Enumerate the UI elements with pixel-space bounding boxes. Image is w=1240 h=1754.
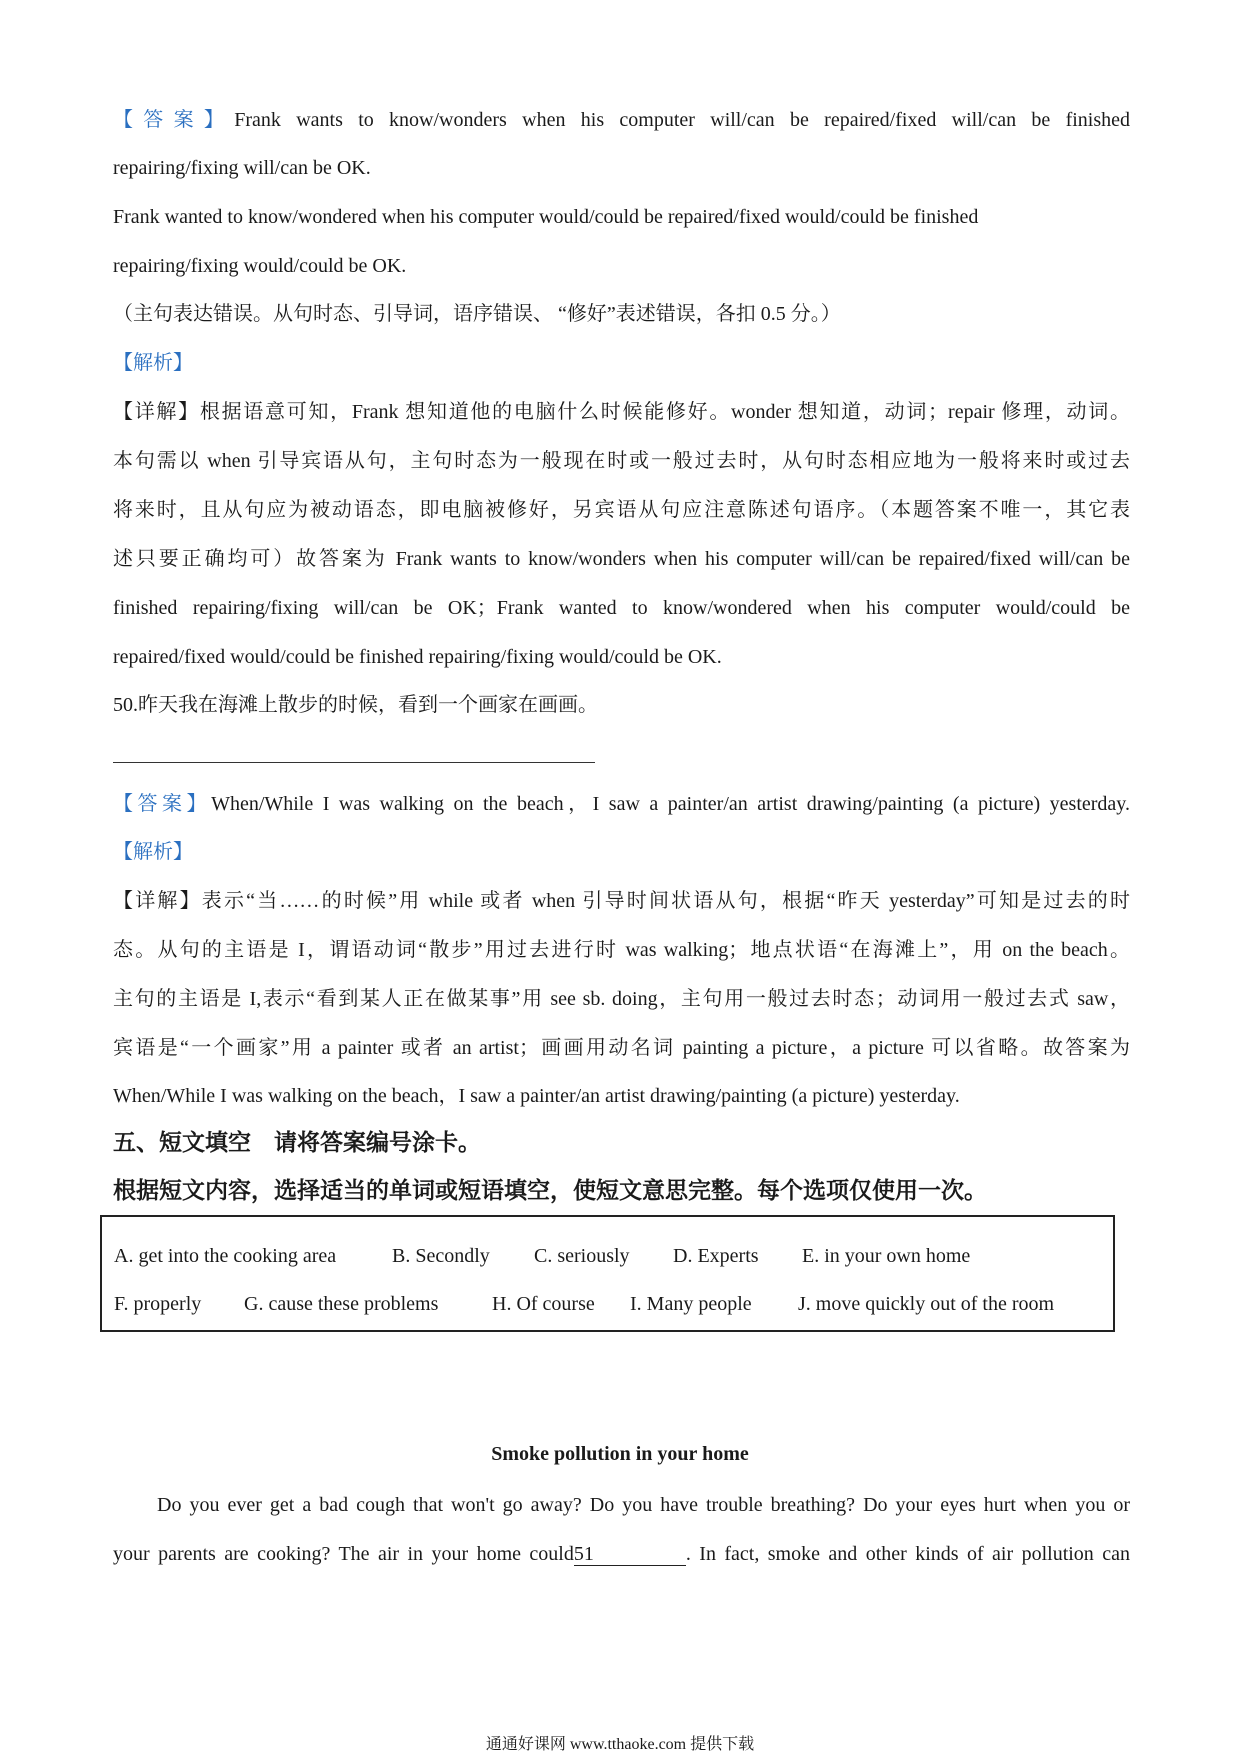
q50-detail-line5: When/While I was walking on the beach，I saw a painter/an artist drawing/painting (a picture) yesterday. xyxy=(113,1085,960,1107)
answer-tag: 【答案】 xyxy=(113,793,212,815)
detail-text: 表示“当……的时候”用 while 或者 when 引导时间状语从句，根据“昨天 yesterday”可知是过去的时 xyxy=(201,890,1130,912)
detail-tag: 【详解】 xyxy=(113,890,202,912)
answer-text: When/While I was walking on the beach，I saw a painter/an artist drawing/painting (a picture) yesterday. xyxy=(211,793,1131,815)
answer-text: Frank wants to know/wonders when his computer will/can be repaired/fixed will/can be finished xyxy=(234,109,1130,131)
passage-line2 xyxy=(113,1540,1130,1568)
q49-detail-line1 xyxy=(113,398,1130,426)
q50-analysis-tag: 【解析】 xyxy=(113,841,193,863)
blank-51: 51 xyxy=(574,1543,686,1566)
q50-answer-line xyxy=(113,790,1130,818)
passage-line1: Do you ever get a bad cough that won't go away? Do you have trouble breathing? Do your eyes hurt when you or xyxy=(157,1494,1130,1516)
option-b: B. Secondly xyxy=(392,1245,490,1267)
option-f: F. properly xyxy=(114,1293,202,1315)
q50-detail-line3: 主句的主语是 I,表示“看到某人正在做某事”用 see sb. doing，主句用一般过去时态；动词用一般过去式 saw， xyxy=(113,988,1130,1010)
footer-watermark: 通通好课网 www.tthaoke.com 提供下载 xyxy=(485,1736,755,1753)
options-box xyxy=(100,1215,1115,1332)
answer-blank-line xyxy=(113,762,595,763)
option-j: J. move quickly out of the room xyxy=(798,1293,1055,1315)
q49-answer-line3: Frank wanted to know/wondered when his computer would/could be repaired/fixed would/could be finished xyxy=(113,206,979,228)
q49-answer-line4: repairing/fixing would/could be OK. xyxy=(113,255,407,277)
q49-scoring-note: （主句表达错误。从句时态、引导词，语序错误、 “修好”表述错误，各扣 0.5 分。） xyxy=(113,303,841,325)
section-heading: 五、短文填空 请将答案编号涂卡。 xyxy=(113,1130,481,1155)
option-h: H. Of course xyxy=(492,1293,595,1315)
answer-tag: 【答案】 xyxy=(113,109,235,131)
passage-text: . In fact, smoke and other kinds of air pollution can xyxy=(685,1543,1130,1565)
option-i: I. Many people xyxy=(630,1293,752,1315)
option-g: G. cause these problems xyxy=(244,1293,439,1315)
q49-analysis-tag: 【解析】 xyxy=(113,352,193,374)
option-a: A. get into the cooking area xyxy=(114,1245,337,1267)
q50-detail-line4: 宾语是“一个画家”用 a painter 或者 an artist；画画用动名词 painting a picture，a picture 可以省略。故答案为 xyxy=(113,1037,1130,1059)
q50-question: 50.昨天我在海滩上散步的时候，看到一个画家在画画。 xyxy=(113,694,598,716)
q49-detail-line2: 本句需以 when 引导宾语从句，主句时态为一般现在时或一般过去时，从句时态相应地为一般将来时或过去 xyxy=(113,450,1130,472)
q50-detail-line2: 态。从句的主语是 I，谓语动词“散步”用过去进行时 was walking；地点状语“在海滩上”，用 on the beach。 xyxy=(113,939,1130,961)
q49-answer-line1 xyxy=(113,106,1130,134)
passage-title: Smoke pollution in your home xyxy=(491,1443,749,1465)
q49-detail-line4: 述只要正确均可）故答案为 Frank wants to know/wonders when his computer will/can be repaired/fixed will/can be xyxy=(113,548,1130,570)
option-d: D. Experts xyxy=(673,1245,759,1267)
option-e: E. in your own home xyxy=(802,1245,971,1267)
q49-answer-line2: repairing/fixing will/can be OK. xyxy=(113,157,371,179)
option-c: C. seriously xyxy=(534,1245,630,1267)
q49-detail-line6: repaired/fixed would/could be finished repairing/fixing would/could be OK. xyxy=(113,646,722,668)
q49-detail-line5: finished repairing/fixing will/can be OK；Frank wanted to know/wondered when his computer would/could be xyxy=(113,597,1130,619)
q49-detail-line3: 将来时，且从句应为被动语态，即电脑被修好，另宾语从句应注意陈述句语序。（本题答案不唯一，其它表 xyxy=(113,499,1130,521)
detail-text: 根据语意可知，Frank 想知道他的电脑什么时候能修好。wonder 想知道，动词；repair 修理，动词。 xyxy=(199,401,1130,423)
q50-detail-line1 xyxy=(113,887,1130,915)
detail-tag: 【详解】 xyxy=(113,401,200,423)
section-instruction: 根据短文内容，选择适当的单词或短语填空，使短文意思完整。每个选项仅使用一次。 xyxy=(113,1178,987,1203)
passage-text: your parents are cooking? The air in your home could xyxy=(113,1543,574,1565)
